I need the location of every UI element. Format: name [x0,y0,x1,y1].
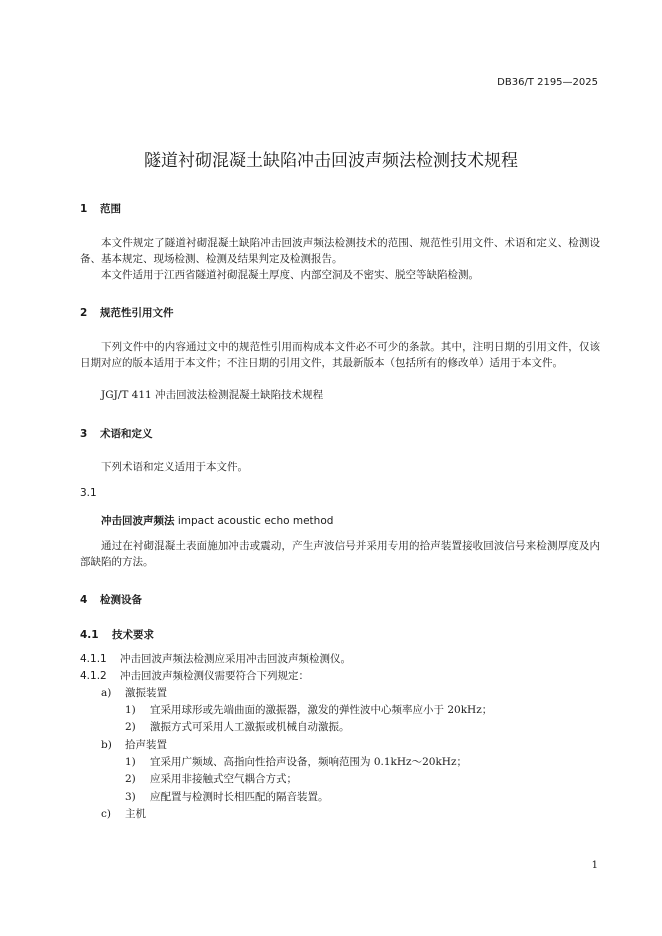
list-item-b-3-marker: 3) [125,791,136,803]
list-item-a-text: 激振装置 [125,687,167,699]
clause-4-1-2-number: 4.1.2 [80,670,107,682]
list-item-b-1-marker: 1) [125,756,136,768]
section-1-title: 范围 [100,203,121,215]
list-item-a-2-text: 激振方式可采用人工激振或机械自动激振。 [150,721,350,733]
list-item-a-1 [125,702,492,717]
list-item-c [101,806,146,821]
standard-number: DB36/T 2195—2025 [497,77,598,88]
clause-4-1-2-text: 冲击回波声频检测仪需要符合下列规定： [120,670,309,682]
list-item-a-2-marker: 2) [125,721,136,733]
section-3-paragraph-1: 下列术语和定义适用于本文件。 [101,461,248,473]
page-number: 1 [591,860,598,871]
term-3-1-heading [101,513,333,528]
list-item-a [101,685,167,700]
section-1-number: 1 [80,203,88,215]
clause-4-1-1-text: 冲击回波声频法检测应采用冲击回波声频检测仪。 [120,653,351,665]
term-3-1-english: impact acoustic echo method [177,515,334,527]
list-item-b-marker: b) [101,739,112,751]
list-item-b-2-marker: 2) [125,773,136,785]
subsection-4-1-heading [80,627,154,642]
list-item-b [101,737,167,752]
list-item-b-2-text: 应采用非接触式空气耦合方式； [150,773,297,785]
list-item-a-1-marker: 1) [125,704,136,716]
document-title: 隧道衬砌混凝土缺陷冲击回波声频法检测技术规程 [144,151,518,171]
section-2-paragraph-1: 下列文件中的内容通过文中的规范性引用而构成本文件必不可少的条款。其中，注明日期的引用文件，仅该日期对应的版本适用于本文件；不注日期的引用文件，其最新版本（包括所有的修改单）适用于本文件。 [80,341,600,369]
term-3-1-number: 3.1 [80,487,97,499]
list-item-b-text: 拾声装置 [125,739,167,751]
clause-4-1-2 [80,668,309,683]
section-1-heading [80,201,121,216]
list-item-b-2 [125,771,297,786]
section-4-number: 4 [80,594,88,606]
section-3-title: 术语和定义 [100,428,153,440]
section-1-paragraph-1: 本文件规定了隧道衬砌混凝土缺陷冲击回波声频法检测技术的范围、规范性引用文件、术语和定义、检测设备、基本规定、现场检测、检测及结果判定及检测报告。 [80,237,600,265]
term-3-1-definition: 通过在衬砌混凝土表面施加冲击或震动，产生声波信号并采用专用的拾声装置接收回波信号来检测厚度及内部缺陷的方法。 [80,540,600,568]
section-3-heading [80,426,153,441]
section-2-heading [80,305,174,320]
section-1-paragraph-2: 本文件适用于江西省隧道衬砌混凝土厚度、内部空洞及不密实、脱空等缺陷检测。 [101,269,479,281]
section-4-heading [80,592,142,607]
list-item-a-marker: a) [101,687,112,699]
subsection-4-1-title: 技术要求 [112,629,154,641]
subsection-4-1-number: 4.1 [80,629,99,641]
section-2-title: 规范性引用文件 [100,307,174,319]
list-item-a-1-text: 宜采用球形或先端曲面的激振器，激发的弹性波中心频率应小于 20kHz； [150,704,493,716]
section-3-number: 3 [80,428,88,440]
clause-4-1-1-number: 4.1.1 [80,653,107,665]
clause-4-1-1 [80,651,351,666]
list-item-a-2 [125,719,350,734]
normative-reference-1: JGJ/T 411 冲击回波法检测混凝土缺陷技术规程 [101,389,324,401]
list-item-b-1 [125,754,467,769]
list-item-b-3-text: 应配置与检测时长相匹配的隔音装置。 [150,791,329,803]
section-2-number: 2 [80,307,88,319]
section-4-title: 检测设备 [100,594,142,606]
list-item-c-text: 主机 [125,808,146,820]
list-item-c-marker: c) [101,808,111,820]
list-item-b-3 [125,789,329,804]
list-item-b-1-text: 宜采用广频域、高指向性拾声设备，频响范围为 0.1kHz～20kHz； [150,756,467,768]
term-3-1-chinese: 冲击回波声频法 [101,515,175,527]
